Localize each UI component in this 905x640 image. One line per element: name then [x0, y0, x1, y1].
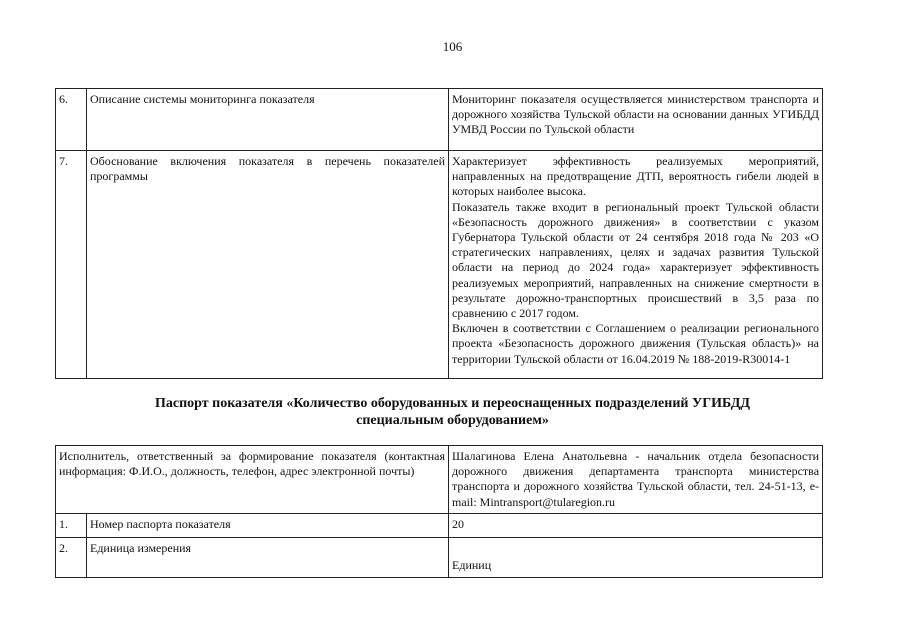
row-number: 2. [56, 538, 87, 578]
passport-title [0, 395, 905, 429]
row-label: Описание системы мониторинга показателя [87, 89, 449, 151]
table-row [56, 89, 823, 151]
indicator-table-top [55, 88, 823, 379]
page-number: 106 [442, 39, 463, 54]
table-row [56, 514, 823, 538]
row-label: Номер паспорта показателя [87, 514, 449, 538]
executor-label: Исполнитель, ответственный за формирование показателя (контактная информация: Ф.И.О., должность, телефон, адрес электронной почты) [56, 446, 449, 514]
row-value-paragraph: Включен в соответствии с Соглашением о реализации регионального проекта «Безопасность дорожного движения (Тульская область)» на территории Тульской области от 16.04.2019 № 188-2019-R30014-1 [452, 321, 819, 366]
row-number: 7. [56, 151, 87, 379]
table-row [56, 151, 823, 379]
row-label: Обоснование включения показателя в перечень показателей программы [87, 151, 449, 379]
passport-title-line: специальным оборудованием» [356, 413, 549, 428]
row-value-paragraph: Характеризует эффективность реализуемых мероприятий, направленных на предотвращение ДТП, вероятность гибели людей в которых наиболее высока. [452, 154, 819, 199]
table-row [56, 446, 823, 514]
row-number: 1. [56, 514, 87, 538]
row-label: Единица измерения [87, 538, 449, 578]
passport-title-line: Паспорт показателя «Количество оборудованных и переоснащенных подразделений УГИБДД [154, 396, 751, 411]
row-value [449, 89, 823, 151]
table-row [56, 538, 823, 578]
row-number: 6. [56, 89, 87, 151]
executor-value: Шалагинова Елена Анатольевна - начальник отдела безопасности дорожного движения департамента транспорта министерства транспорта и дорожного хозяйства Тульской области, тел. 24-51-13, e-mail: Mintransport@tularegion.ru [449, 446, 823, 514]
row-value [449, 151, 823, 379]
passport-table [55, 445, 823, 578]
row-value: 20 [449, 514, 823, 538]
row-value: Единиц [449, 538, 823, 578]
row-value-paragraph: Показатель также входит в региональный проект Тульской области «Безопасность дорожного движения» в соответствии с указом Губернатора Тульской области от 24 сентября 2018 года № 203 «О стратегических направлениях, целях и задачах развития Тульской области на период до 2024 года» характеризует эффективность реализуемых мероприятий, направленных на снижение смертности в результате дорожно-транспортных происшествий в 3,5 раза по сравнению с 2017 годом. [452, 199, 819, 321]
row-value-paragraph: Мониторинг показателя осуществляется министерством транспорта и дорожного хозяйства Тульской области на основании данных УГИБДД УМВД России по Тульской области [452, 92, 819, 137]
